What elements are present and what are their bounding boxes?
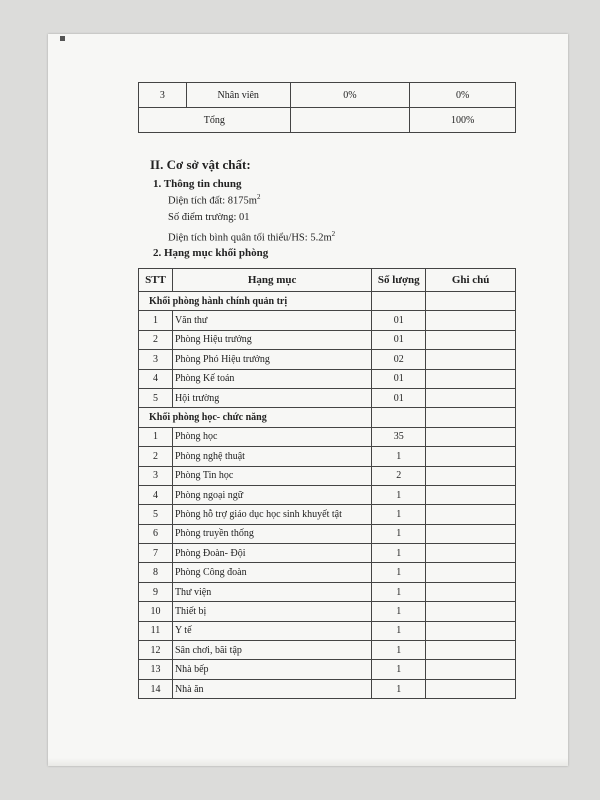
item-name-cell: Phòng hỗ trợ giáo dục học sinh khuyết tật <box>172 505 371 524</box>
item-name-cell: Phòng Kế toán <box>172 369 371 388</box>
stt-cell: 14 <box>139 679 173 698</box>
table-row <box>139 388 516 407</box>
stt-cell: 1 <box>139 427 173 446</box>
item-name-cell: Sân chơi, bãi tập <box>172 641 371 660</box>
stt-cell: 10 <box>139 602 173 621</box>
quantity-cell: 01 <box>372 369 426 388</box>
table-row <box>139 369 516 388</box>
table-row <box>139 505 516 524</box>
table-row <box>139 466 516 485</box>
total-value: 100% <box>410 108 516 133</box>
quantity-cell: 1 <box>372 524 426 543</box>
table-row <box>139 83 516 108</box>
item-name-cell: Thiết bị <box>172 602 371 621</box>
header-notes: Ghi chú <box>426 269 516 292</box>
subsection-rooms: 2. Hạng mục khối phòng <box>153 247 269 259</box>
table-row <box>139 679 516 698</box>
item-name-cell: Văn thư <box>172 311 371 330</box>
group-label: Khối phòng hành chính quản trị <box>139 292 372 311</box>
item-name-cell: Phòng Đoàn- Đội <box>172 544 371 563</box>
quantity-cell: 1 <box>372 485 426 504</box>
table-row <box>139 427 516 446</box>
group2-body <box>139 427 516 698</box>
empty-cell <box>372 292 426 311</box>
group1-body <box>139 311 516 408</box>
table-row <box>139 447 516 466</box>
rooms-table <box>138 268 516 699</box>
quantity-cell: 1 <box>372 505 426 524</box>
header-quantity: Số lượng <box>372 269 426 292</box>
stt-cell: 5 <box>139 388 173 407</box>
table-header-row <box>139 269 516 292</box>
quantity-cell: 1 <box>372 544 426 563</box>
stt-cell: 13 <box>139 660 173 679</box>
stt-cell: 1 <box>139 311 173 330</box>
section-heading: II. Cơ sở vật chất: <box>150 157 251 172</box>
quantity-cell: 01 <box>372 388 426 407</box>
total-label: Tổng <box>139 108 291 133</box>
quantity-cell: 1 <box>372 641 426 660</box>
total-row <box>139 108 516 133</box>
name-cell: Nhân viên <box>186 83 290 108</box>
header-stt: STT <box>139 269 173 292</box>
item-name-cell: Phòng ngoại ngữ <box>172 485 371 504</box>
stt-cell: 3 <box>139 466 173 485</box>
notes-cell <box>426 544 516 563</box>
notes-cell <box>426 388 516 407</box>
item-name-cell: Phòng truyền thống <box>172 524 371 543</box>
notes-cell <box>426 427 516 446</box>
item-name-cell: Phòng Tin học <box>172 466 371 485</box>
table-row <box>139 524 516 543</box>
quantity-cell: 1 <box>372 660 426 679</box>
notes-cell <box>426 641 516 660</box>
notes-cell <box>426 485 516 504</box>
item-name-cell: Thư viện <box>172 582 371 601</box>
notes-cell <box>426 505 516 524</box>
table-row <box>139 602 516 621</box>
quantity-cell: 02 <box>372 350 426 369</box>
quantity-cell: 2 <box>372 466 426 485</box>
stt-cell: 4 <box>139 369 173 388</box>
table-row <box>139 563 516 582</box>
value-cell: 0% <box>410 83 516 108</box>
item-name-cell: Phòng Hiệu trưởng <box>172 330 371 349</box>
item-name-cell: Phòng Phó Hiệu trưởng <box>172 350 371 369</box>
table-row <box>139 311 516 330</box>
notes-cell <box>426 621 516 640</box>
table-row <box>139 330 516 349</box>
scan-mark <box>60 36 65 41</box>
notes-cell <box>426 660 516 679</box>
avg-area-text: Diện tích bình quân tối thiểu/HS: $5.2m^2$ <box>168 230 336 244</box>
value-cell <box>290 108 410 133</box>
land-area-text: Diện tích đất: $8175m^2$ <box>168 193 261 207</box>
stt-cell: 4 <box>139 485 173 504</box>
table-row <box>139 641 516 660</box>
table-row <box>139 350 516 369</box>
item-name-cell: Nhà bếp <box>172 660 371 679</box>
quantity-cell: 35 <box>372 427 426 446</box>
notes-cell <box>426 350 516 369</box>
notes-cell <box>426 311 516 330</box>
notes-cell <box>426 369 516 388</box>
notes-cell <box>426 679 516 698</box>
notes-cell <box>426 524 516 543</box>
quantity-cell: 1 <box>372 621 426 640</box>
stt-cell: 3 <box>139 350 173 369</box>
notes-cell <box>426 563 516 582</box>
group-row-classrooms <box>139 408 516 427</box>
empty-cell <box>426 292 516 311</box>
notes-cell <box>426 447 516 466</box>
quantity-cell: 1 <box>372 602 426 621</box>
school-sites-text: Số điểm trường: 01 <box>168 212 250 223</box>
quantity-cell: 1 <box>372 582 426 601</box>
item-name-cell: Phòng nghệ thuật <box>172 447 371 466</box>
quantity-cell: 01 <box>372 311 426 330</box>
stt-cell: 6 <box>139 524 173 543</box>
item-name-cell: Phòng học <box>172 427 371 446</box>
value-cell: 0% <box>290 83 410 108</box>
group-row-admin <box>139 292 516 311</box>
quantity-cell: 1 <box>372 447 426 466</box>
empty-cell <box>372 408 426 427</box>
stt-cell: 12 <box>139 641 173 660</box>
item-name-cell: Hội trường <box>172 388 371 407</box>
stt-cell: 8 <box>139 563 173 582</box>
item-name-cell: Phòng Công đoàn <box>172 563 371 582</box>
notes-cell <box>426 582 516 601</box>
quantity-cell: 01 <box>372 330 426 349</box>
subsection-general-info: 1. Thông tin chung <box>153 178 242 190</box>
stt-cell: 9 <box>139 582 173 601</box>
table-row <box>139 544 516 563</box>
stt-cell: 2 <box>139 330 173 349</box>
stt-cell: 11 <box>139 621 173 640</box>
item-name-cell: Nhà ăn <box>172 679 371 698</box>
header-item: Hạng mục <box>172 269 371 292</box>
stt-cell: 3 <box>139 83 187 108</box>
notes-cell <box>426 330 516 349</box>
empty-cell <box>426 408 516 427</box>
notes-cell <box>426 602 516 621</box>
stt-cell: 5 <box>139 505 173 524</box>
staff-ratio-table <box>138 82 516 133</box>
group-label: Khối phòng học- chức năng <box>139 408 372 427</box>
stt-cell: 2 <box>139 447 173 466</box>
quantity-cell: 1 <box>372 563 426 582</box>
quantity-cell: 1 <box>372 679 426 698</box>
stt-cell: 7 <box>139 544 173 563</box>
table-row <box>139 660 516 679</box>
notes-cell <box>426 466 516 485</box>
table-row <box>139 582 516 601</box>
page-bottom-edge <box>48 758 568 766</box>
table-row <box>139 485 516 504</box>
table-row <box>139 621 516 640</box>
item-name-cell: Y tế <box>172 621 371 640</box>
